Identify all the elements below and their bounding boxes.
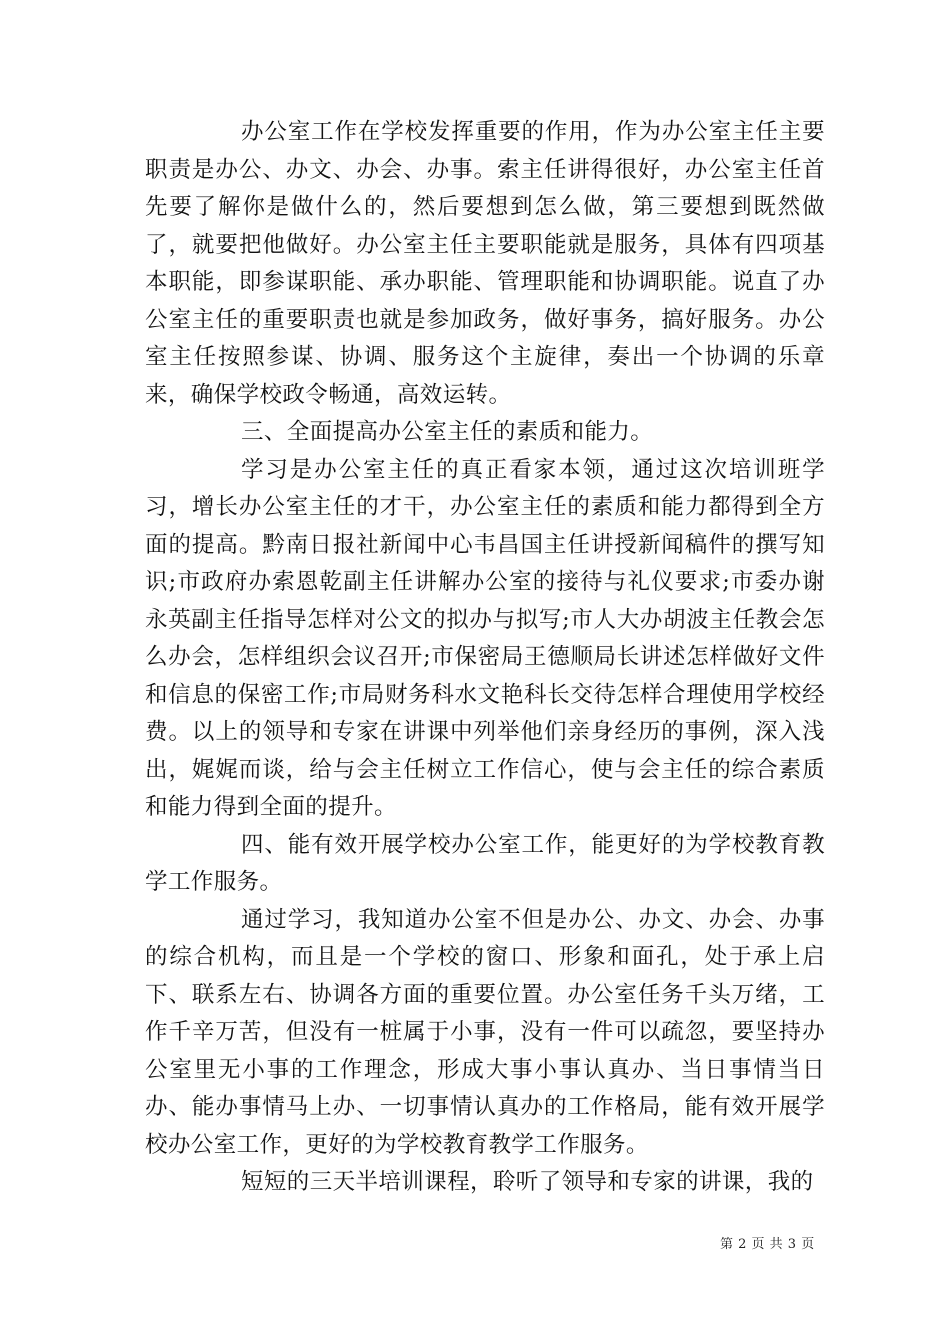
section-heading-3: 三、全面提高办公室主任的素质和能力。 [241,419,654,445]
page-number-footer: 第 2 页 共 3 页 [720,1237,815,1252]
paragraph-2: 学习是办公室主任的真正看家本领，通过这次培训班学习，增长办公室主任的才干，办公室主任的素质和能力都得到全方面的提高。黔南日报社新闻中心韦昌国主任讲授新闻稿件的撰写知识;市政府办索恩乾副主任讲解办公室的接待与礼仪要求;市委办谢永英副主任指导怎样对公文的拟办与拟写;市人大办胡波主任教会怎么办会，怎样组织会议召开;市保密局王德顺局长讲述怎样做好文件和信息的保密工作;市局财务科水文艳科长交待怎样合理使用学校经费。以上的领导和专家在讲课中列举他们亲身经历的事例，深入浅出，娓娓而谈，给与会主任树立工作信心，使与会主任的综合素质和能力得到全面的提升。 [145,456,825,820]
document-body [145,114,825,1202]
section-heading-4: 四、能有效开展学校办公室工作，能更好的为学校教育教学工作服务。 [145,831,825,895]
paragraph-4: 短短的三天半培训课程，聆听了领导和专家的讲课，我的 [241,1169,814,1195]
paragraph-1: 办公室工作在学校发挥重要的作用，作为办公室主任主要职责是办公、办文、办会、办事。索主任讲得很好，办公室主任首先要了解你是做什么的，然后要想到怎么做，第三要想到既然做了，就要把他做好。办公室主任主要职能就是服务，具体有四项基本职能，即参谋职能、承办职能、管理职能和协调职能。说直了办公室主任的重要职责也就是参加政务，做好事务，搞好服务。办公室主任按照参谋、协调、服务这个主旋律，奏出一个协调的乐章来，确保学校政令畅通，高效运转。 [145,119,825,408]
paragraph-3: 通过学习，我知道办公室不但是办公、办文、办会、办事的综合机构，而且是一个学校的窗口、形象和面孔，处于承上启下、联系左右、协调各方面的重要位置。办公室任务千头万绪，工作千辛万苦，但没有一桩属于小事，没有一件可以疏忽，要坚持办公室里无小事的工作理念，形成大事小事认真办、当日事情当日办、能办事情马上办、一切事情认真办的工作格局，能有效开展学校办公室工作，更好的为学校教育教学工作服务。 [145,906,825,1158]
